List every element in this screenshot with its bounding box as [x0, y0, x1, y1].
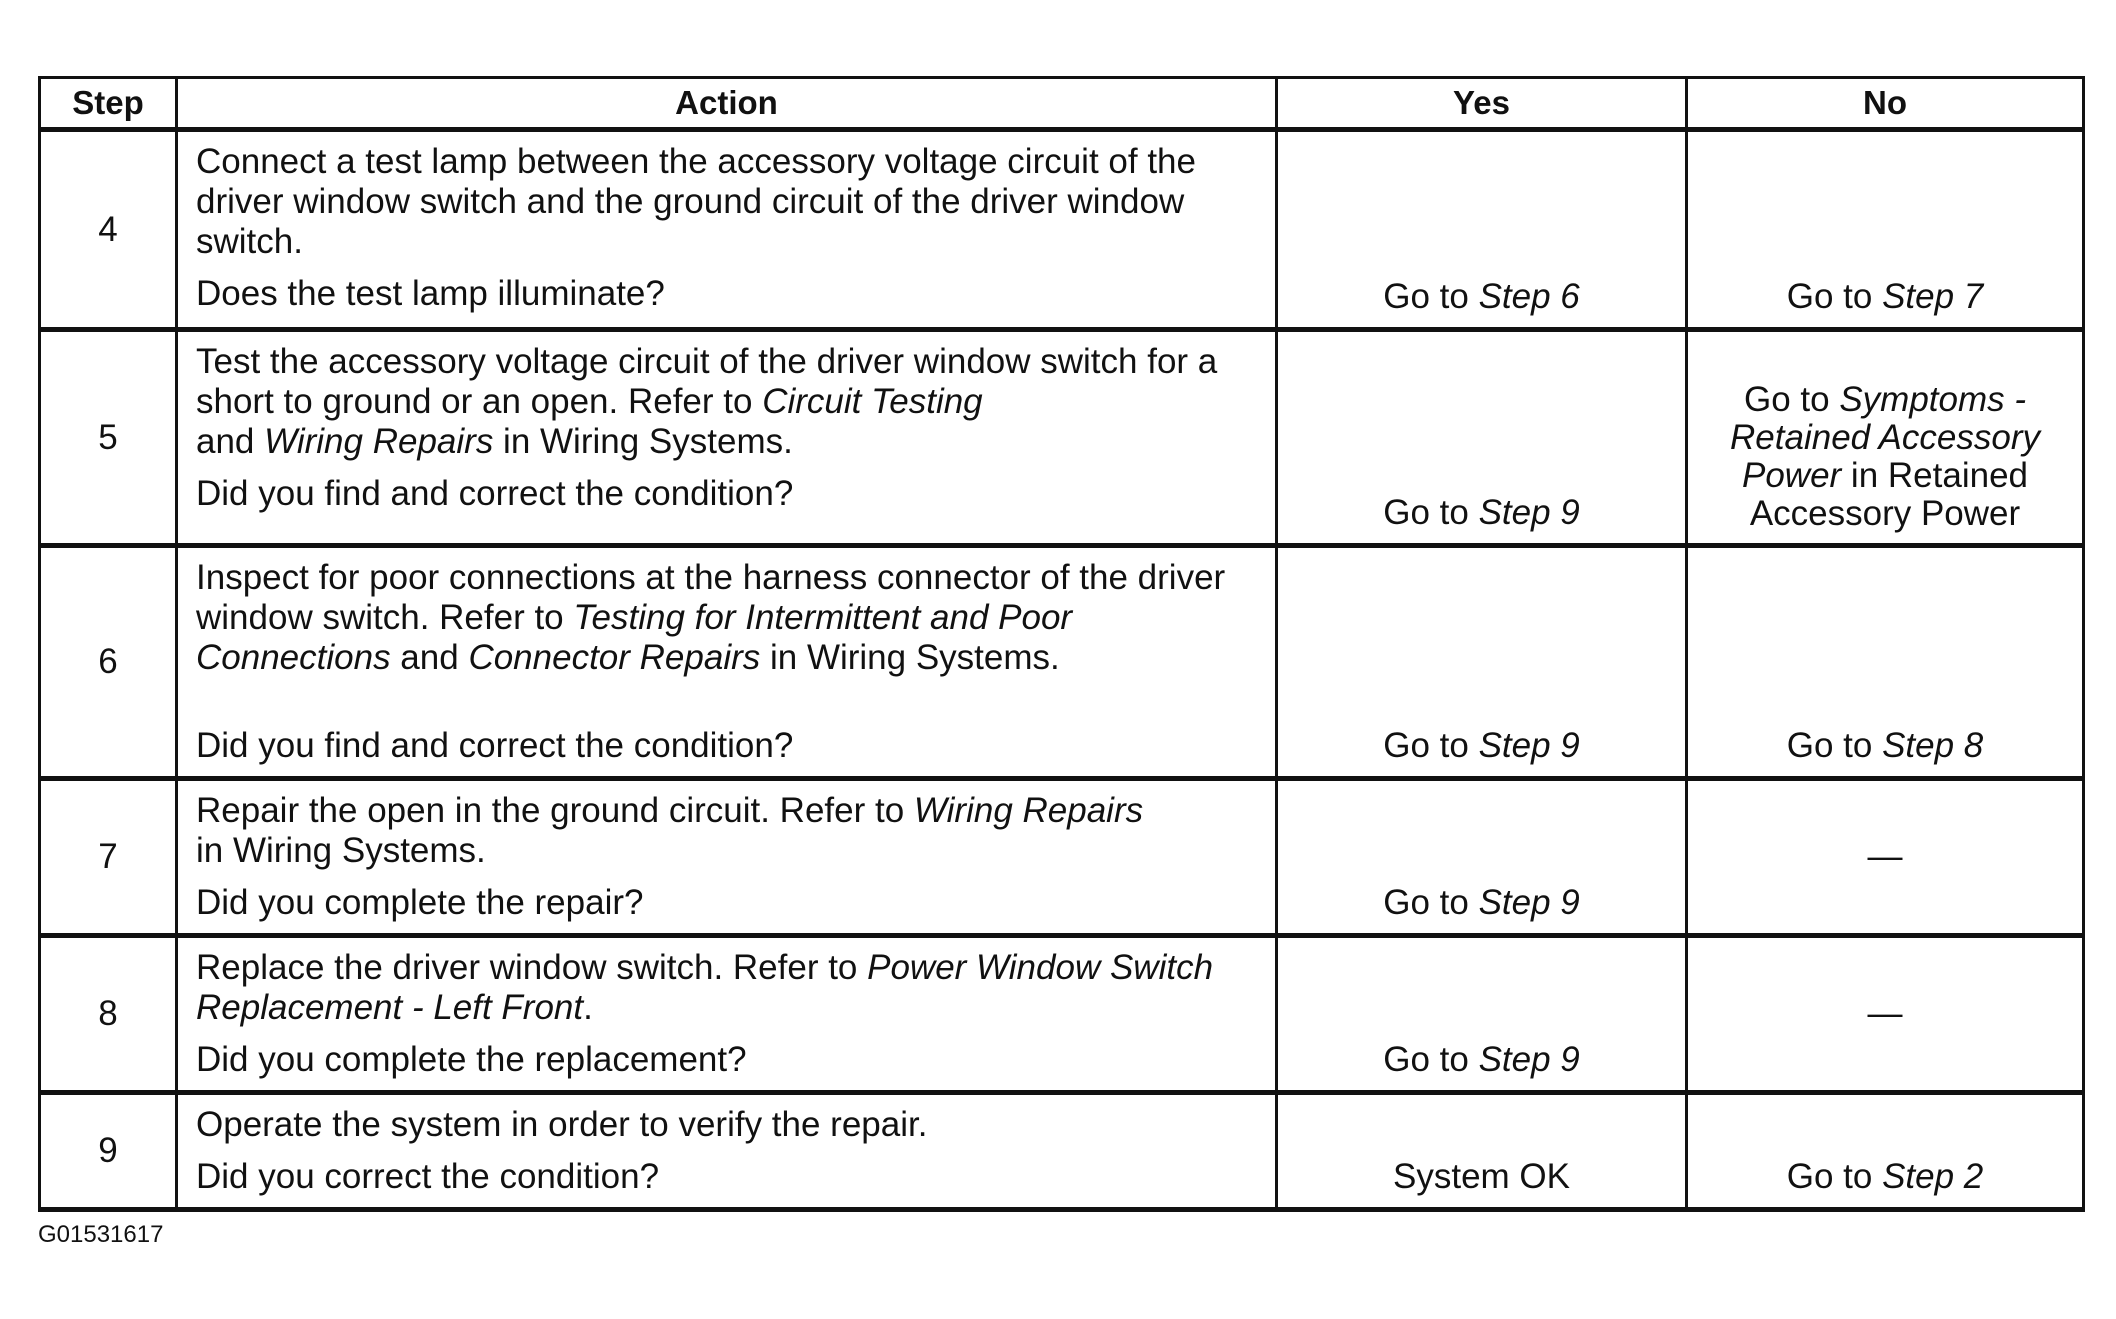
text-run: Go to — [1383, 277, 1479, 316]
action-instruction — [196, 332, 1257, 474]
text-run: Go to — [1786, 277, 1883, 316]
action-instruction — [196, 1095, 1257, 1157]
text-run: System OK — [1393, 1157, 1570, 1196]
action-question: Did you find and correct the condition? — [196, 726, 794, 765]
text-run: Go to — [1383, 883, 1479, 922]
text-run: Go to — [1786, 1157, 1883, 1196]
no-result — [1687, 1093, 2084, 1210]
action-question: Did you complete the repair? — [196, 883, 644, 922]
text-run: Inspect for poor connections at the harness connector of the driver window switch. Refer to — [196, 558, 1226, 637]
action-cell — [177, 330, 1277, 546]
action-question: Did you complete the replacement? — [196, 1040, 747, 1079]
italic-reference-text: Step 9 — [1478, 726, 1580, 765]
text-run: Accessory Power — [1749, 494, 2021, 533]
text-run: in Retained — [1841, 456, 2028, 495]
text-run: Operate the system in order to verify the repair. — [196, 1105, 928, 1144]
action-cell — [177, 1093, 1277, 1210]
no-result — [1687, 936, 2084, 1093]
text-run: Go to — [1786, 726, 1883, 765]
text-run: Go to — [1383, 726, 1479, 765]
text-run: Repair the open in the ground circuit. Refer to — [196, 791, 914, 830]
text-run: in Wiring Systems. — [760, 638, 1060, 677]
action-instruction — [196, 781, 1257, 883]
no-result — [1687, 130, 2084, 330]
text-run: Connect a test lamp between the accessory voltage circuit of the driver window switch and the ground circuit of the driver window switch. — [196, 142, 1196, 261]
no-result — [1687, 779, 2084, 936]
table-body — [40, 130, 2084, 1210]
action-question: Did you correct the condition? — [196, 1157, 660, 1196]
no-result-text — [1787, 277, 1984, 316]
step-number: 7 — [40, 779, 177, 936]
yes-result — [1277, 1093, 1687, 1210]
italic-reference-text: Connector Repairs — [468, 638, 761, 677]
italic-reference-text: Step 2 — [1882, 1157, 1984, 1196]
no-result — [1687, 546, 2084, 779]
no-result — [1687, 330, 2084, 546]
table-row — [40, 330, 2084, 546]
yes-result — [1277, 936, 1687, 1093]
text-run: Go to — [1383, 493, 1479, 532]
italic-reference-text: Power Window Switch Replacement - Left Front — [196, 948, 1214, 1027]
text-run: Replace the driver window switch. Refer to — [196, 948, 868, 987]
step-number: 9 — [40, 1093, 177, 1210]
figure-id: G01531617 — [38, 1221, 164, 1248]
action-cell — [177, 546, 1277, 779]
diagnostic-table — [38, 76, 2085, 1212]
action-cell — [177, 130, 1277, 330]
table-row — [40, 1093, 2084, 1210]
italic-reference-text: Wiring Repairs — [264, 422, 494, 461]
action-instruction — [196, 132, 1257, 274]
italic-reference-text: Circuit Testing — [762, 382, 983, 421]
step-number: 6 — [40, 546, 177, 779]
table-row — [40, 130, 2084, 330]
action-cell — [177, 779, 1277, 936]
text-run: and — [196, 422, 265, 461]
italic-reference-text: Step 7 — [1882, 277, 1984, 316]
yes-result — [1277, 330, 1687, 546]
step-number: 8 — [40, 936, 177, 1093]
not-applicable-dash: — — [1867, 994, 1903, 1033]
table-row — [40, 546, 2084, 779]
italic-reference-text: Testing for Intermittent and Poor Connections — [196, 598, 1073, 677]
table-row — [40, 936, 2084, 1093]
text-run: Test the accessory voltage circuit of the driver window switch for a short to ground or an open. Refer to — [196, 342, 1218, 421]
text-run: and — [390, 638, 469, 677]
step-number: 5 — [40, 330, 177, 546]
text-run: Go to — [1383, 1040, 1479, 1079]
italic-reference-text: Symptoms - — [1839, 380, 2027, 419]
header-yes: Yes — [1277, 78, 1687, 130]
italic-reference-text: Step 9 — [1478, 883, 1580, 922]
header-row — [40, 78, 2084, 130]
text-run: Go to — [1743, 380, 1840, 419]
italic-reference-text: Power — [1741, 456, 1842, 495]
italic-reference-text: Wiring Repairs — [913, 791, 1144, 830]
table-row — [40, 779, 2084, 936]
text-run: in Wiring Systems. — [196, 831, 486, 870]
header-no: No — [1687, 78, 2084, 130]
not-applicable-dash: — — [1867, 837, 1903, 876]
no-result-text — [1688, 381, 2082, 533]
action-cell — [177, 936, 1277, 1093]
italic-reference-text: Step 8 — [1882, 726, 1984, 765]
yes-result — [1277, 546, 1687, 779]
header-action: Action — [177, 78, 1277, 130]
italic-reference-text: Retained Accessory — [1730, 418, 2040, 457]
italic-reference-text: Step 6 — [1478, 277, 1580, 316]
italic-reference-text: Step 9 — [1478, 1040, 1580, 1079]
text-run: in Wiring Systems. — [493, 422, 793, 461]
italic-reference-text: Step 9 — [1478, 493, 1580, 532]
action-question: Did you find and correct the condition? — [196, 474, 794, 513]
text-run: . — [583, 988, 593, 1027]
header-step: Step — [40, 78, 177, 130]
yes-result — [1277, 779, 1687, 936]
action-question: Does the test lamp illuminate? — [196, 274, 665, 313]
no-result-text — [1787, 1157, 1984, 1196]
action-instruction — [196, 938, 1257, 1040]
action-instruction — [196, 548, 1257, 690]
no-result-text — [1787, 726, 1984, 765]
step-number: 4 — [40, 130, 177, 330]
yes-result — [1277, 130, 1687, 330]
